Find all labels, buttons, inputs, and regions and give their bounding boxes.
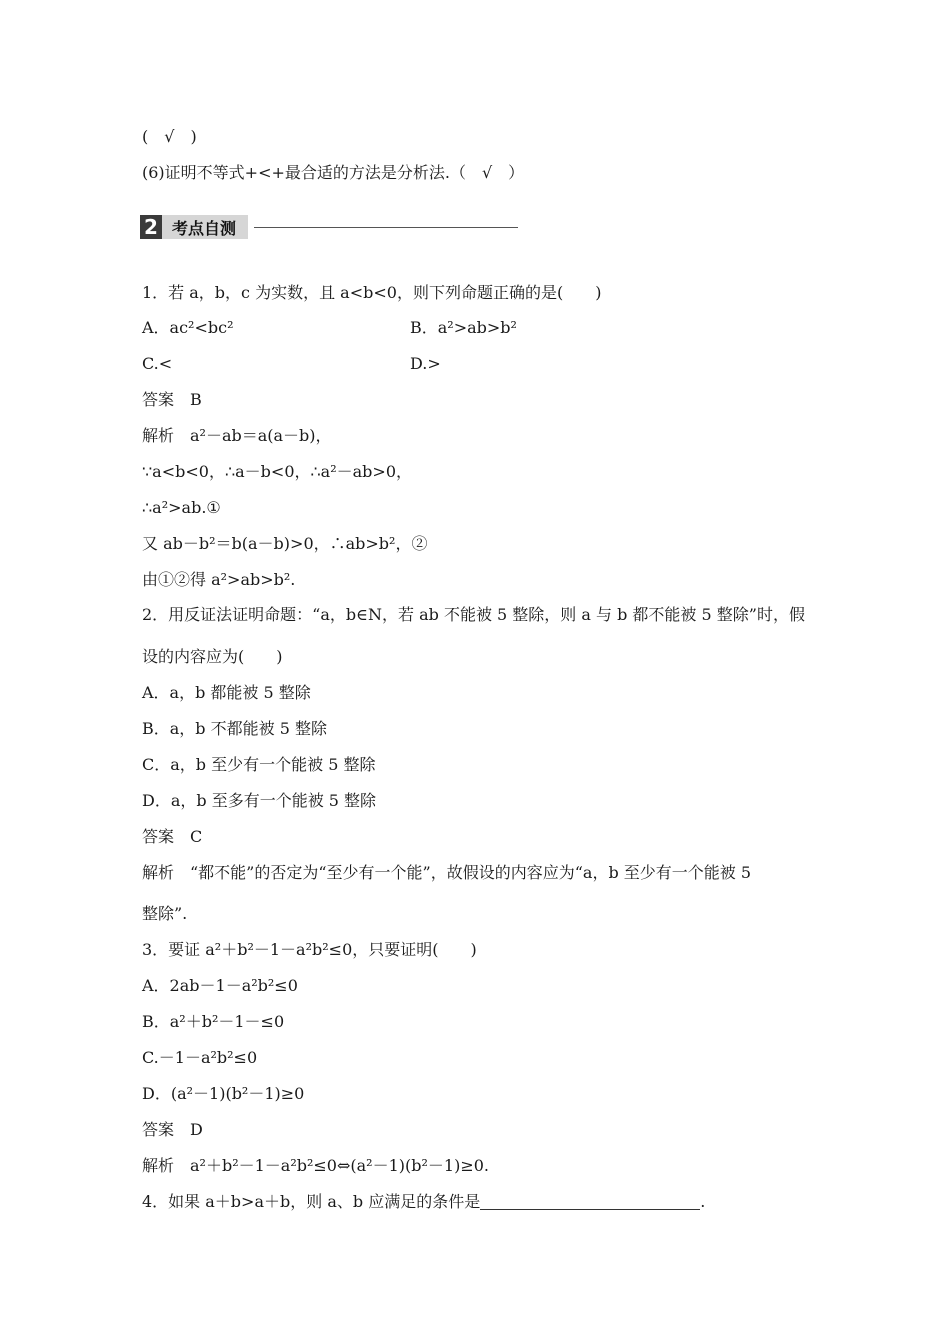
q1-analysis-5: 由①②得 a²>ab>b². [142,570,296,589]
q1-stem: 1．若 a，b，c 为实数，且 a<b<0，则下列命题正确的是( ) [142,283,602,302]
q1-option-a: A．ac²<bc² [142,318,234,337]
section-header [140,215,518,239]
q1-analysis-4: 又 ab－b²＝b(a－b)>0，∴ab>b²，② [142,534,428,553]
section-title: 考点自测 [162,215,248,239]
q4-stem: 4．如果 a＋b>a＋b，则 a、b 应满足的条件是 [142,1192,481,1211]
q2-option-a: A．a，b 都能被 5 整除 [142,683,311,702]
q3-option-c: C.－1－a²b²≤0 [142,1048,258,1067]
q1-analysis-1: 解析 a²－ab＝a(a－b)， [142,426,332,445]
q1-answer: 答案 B [142,390,202,409]
q4-end: . [700,1192,706,1211]
q2-answer: 答案 C [142,827,203,846]
q2-option-d: D．a，b 至多有一个能被 5 整除 [142,791,377,810]
q3-option-a: A．2ab－1－a²b²≤0 [142,976,298,995]
q2-option-c: C．a，b 至少有一个能被 5 整除 [142,755,376,774]
check-mark-line: ( √ ) [142,127,197,146]
q1-option-d: D.> [410,354,441,373]
q1-analysis-3: ∴a²>ab.① [142,498,221,517]
item-6: (6)证明不等式+<+最合适的方法是分析法.（ √ ） [142,163,525,182]
q4-answer-blank[interactable] [480,1193,700,1210]
q1-analysis-2: ∵a<b<0，∴a－b<0，∴a²－ab>0， [142,462,413,481]
q3-option-b: B．a²＋b²－1－≤0 [142,1012,285,1031]
q1-option-b: B．a²>ab>b² [410,318,517,337]
section-number: 2 [140,215,162,239]
q3-answer: 答案 D [142,1120,203,1139]
q2-analysis-2: 整除”. [142,904,188,923]
q2-stem-2: 设的内容应为( ) [142,647,283,666]
q2-analysis-1: 解析 “都不能”的否定为“至少有一个能”，故假设的内容应为“a，b 至少有一个能被 5 [142,863,752,882]
q2-option-b: B．a，b 不都能被 5 整除 [142,719,327,738]
q2-stem-1: 2．用反证法证明命题：“a，b∈N，若 ab 不能被 5 整除，则 a 与 b 都不能被 5 整除”时，假 [142,605,805,624]
q3-stem: 3．要证 a²＋b²－1－a²b²≤0，只要证明( ) [142,940,477,959]
q4-line [142,1192,705,1212]
q1-option-c: C.< [142,354,173,373]
q3-option-d: D．(a²－1)(b²－1)≥0 [142,1084,305,1103]
section-rule [254,227,518,228]
q3-analysis: 解析 a²＋b²－1－a²b²≤0⇔(a²－1)(b²－1)≥0. [142,1156,490,1175]
